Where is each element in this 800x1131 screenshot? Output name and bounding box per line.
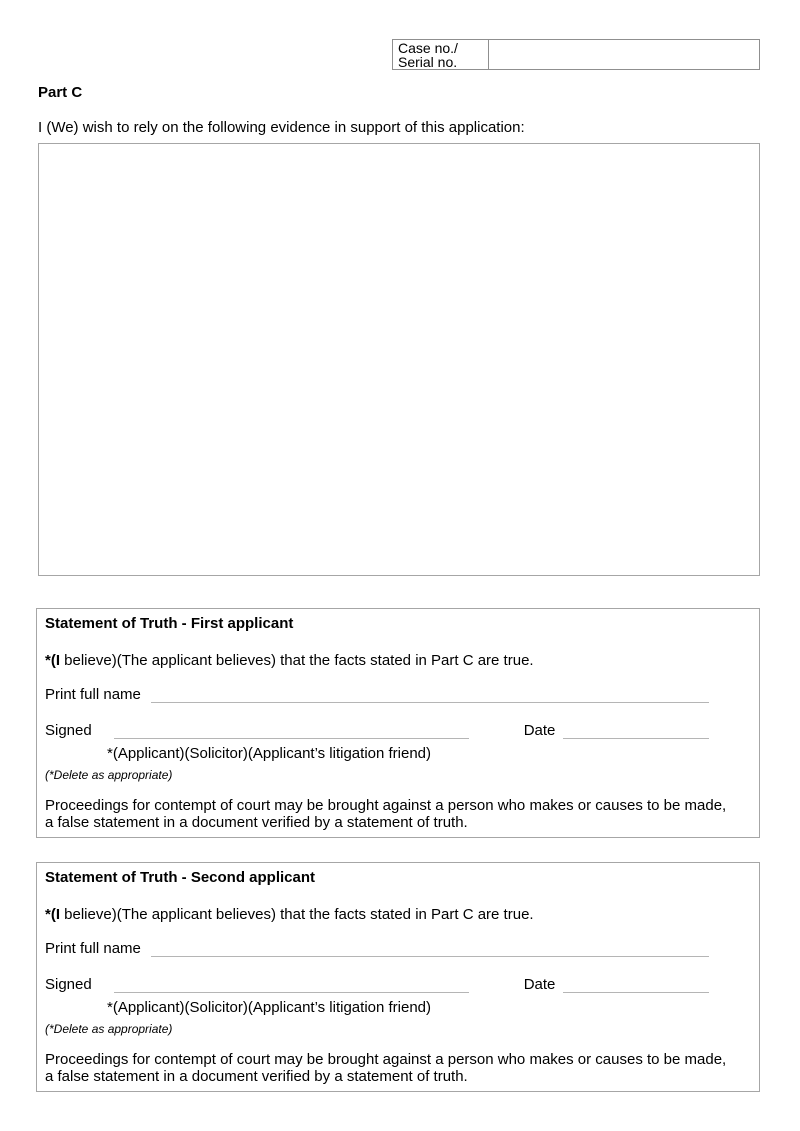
print-full-name-label: Print full name (45, 686, 141, 703)
signed-line[interactable] (114, 723, 469, 739)
part-c-heading: Part C (38, 84, 83, 101)
delete-as-appropriate-note: (*Delete as appropriate) (45, 768, 173, 782)
case-number-label-line1: Case no./ (398, 40, 458, 56)
delete-as-appropriate-note: (*Delete as appropriate) (45, 1022, 173, 1036)
date-line[interactable] (563, 723, 709, 739)
print-full-name-row (45, 686, 709, 703)
signed-line[interactable] (114, 977, 469, 993)
statement-title: Statement of Truth - Second applicant (45, 869, 316, 886)
contempt-warning (45, 797, 749, 831)
print-full-name-line[interactable] (151, 687, 709, 703)
evidence-instruction: I (We) wish to rely on the following evidence in support of this application: (38, 119, 525, 136)
contempt-warning-line2: a false statement in a document verified by a statement of truth. (45, 1068, 468, 1085)
signed-label: Signed (45, 976, 92, 993)
belief-statement (45, 652, 749, 669)
print-full-name-label: Print full name (45, 940, 141, 957)
print-full-name-line[interactable] (151, 941, 709, 957)
statement-of-truth-first-applicant (36, 608, 760, 838)
belief-asterisk-prefix: *(I (45, 906, 60, 923)
signer-capacity-options: *(Applicant)(Solicitor)(Applicant’s litigation friend) (107, 999, 432, 1016)
signed-date-row (45, 976, 709, 993)
signed-date-row (45, 722, 709, 739)
case-number-box (392, 39, 760, 70)
print-full-name-row (45, 940, 709, 957)
case-number-label-line2: Serial no. (398, 54, 458, 70)
date-line[interactable] (563, 977, 709, 993)
belief-statement-text: believe)(The applicant believes) that the facts stated in Part C are true. (60, 652, 534, 669)
date-label: Date (523, 976, 556, 993)
signer-capacity-options: *(Applicant)(Solicitor)(Applicant’s litigation friend) (107, 745, 432, 762)
case-number-field[interactable] (489, 40, 759, 69)
statement-of-truth-second-applicant (36, 862, 760, 1092)
contempt-warning-line2: a false statement in a document verified by a statement of truth. (45, 814, 468, 831)
belief-statement (45, 906, 749, 923)
belief-statement-text: believe)(The applicant believes) that the facts stated in Part C are true. (60, 906, 534, 923)
contempt-warning-line1: Proceedings for contempt of court may be brought against a person who makes or causes to be made, (45, 1051, 727, 1068)
statement-title: Statement of Truth - First applicant (45, 615, 294, 632)
contempt-warning (45, 1051, 749, 1085)
contempt-warning-line1: Proceedings for contempt of court may be brought against a person who makes or causes to be made, (45, 797, 727, 814)
case-number-label (393, 40, 489, 69)
belief-asterisk-prefix: *(I (45, 652, 60, 669)
evidence-field[interactable] (38, 143, 760, 576)
signed-label: Signed (45, 722, 92, 739)
date-label: Date (523, 722, 556, 739)
